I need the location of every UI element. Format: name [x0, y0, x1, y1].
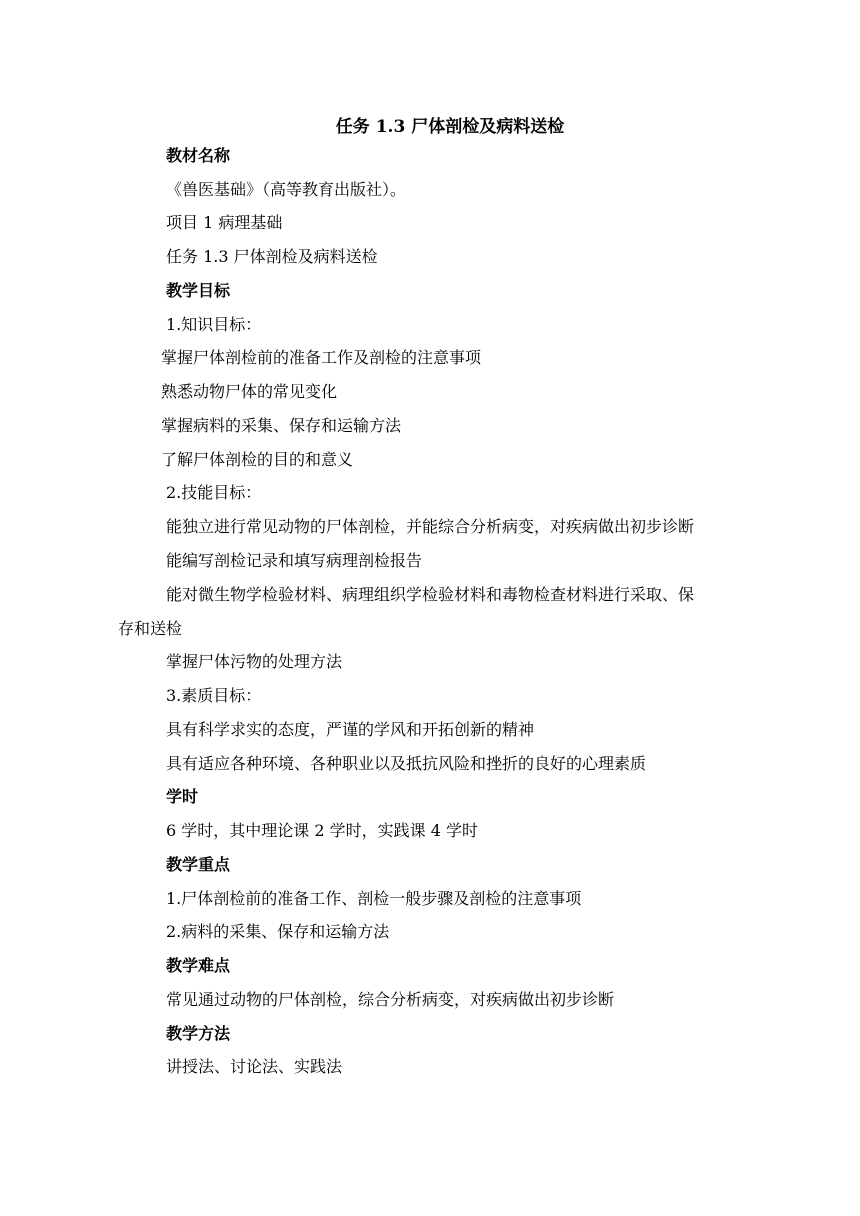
knowledge-item: 掌握病料的采集、保存和运输方法 [161, 416, 402, 435]
knowledge-item: 掌握尸体剖检前的准备工作及剖检的注意事项 [161, 348, 482, 367]
knowledge-heading: 1.知识目标： [166, 315, 262, 334]
hours-heading: 学时 [166, 787, 199, 806]
task-line: 任务 1.3 尸体剖检及病料送检 [166, 247, 378, 266]
skills-item: 能编写剖检记录和填写病理剖检报告 [166, 551, 423, 570]
knowledge-item: 熟悉动物尸体的常见变化 [161, 382, 338, 401]
textbook-name: 《兽医基础》（高等教育出版社）。 [166, 180, 407, 199]
skills-item-continuation: 存和送检 [118, 619, 183, 638]
project-line: 项目 1 病理基础 [166, 213, 283, 232]
skills-heading: 2.技能目标： [166, 483, 262, 502]
quality-item: 具有科学求实的态度，严谨的学风和开拓创新的精神 [166, 720, 535, 739]
knowledge-item: 了解尸体剖检的目的和意义 [161, 450, 354, 469]
key-point-item: 2.病料的采集、保存和运输方法 [166, 922, 390, 941]
difficulty-heading: 教学难点 [166, 956, 231, 975]
textbook-heading: 教材名称 [166, 146, 231, 165]
methods-text: 讲授法、讨论法、实践法 [166, 1057, 343, 1076]
quality-heading: 3.素质目标： [166, 686, 262, 705]
objectives-heading: 教学目标 [166, 281, 231, 300]
key-point-item: 1.尸体剖检前的准备工作、剖检一般步骤及剖检的注意事项 [166, 889, 582, 908]
skills-item: 能对微生物学检验材料、病理组织学检验材料和毒物检查材料进行采取、保 [166, 585, 695, 604]
methods-heading: 教学方法 [166, 1024, 231, 1043]
key-points-heading: 教学重点 [166, 855, 231, 874]
hours-text: 6 学时，其中理论课 2 学时，实践课 4 学时 [166, 821, 478, 840]
skills-item: 掌握尸体污物的处理方法 [166, 652, 343, 671]
skills-item: 能独立进行常见动物的尸体剖检，并能综合分析病变，对疾病做出初步诊断 [166, 517, 695, 536]
difficulty-text: 常见通过动物的尸体剖检，综合分析病变，对疾病做出初步诊断 [166, 990, 615, 1009]
document-title: 任务 1.3 尸体剖检及病料送检 [335, 117, 565, 137]
quality-item: 具有适应各种环境、各种职业以及抵抗风险和挫折的良好的心理素质 [166, 754, 647, 773]
